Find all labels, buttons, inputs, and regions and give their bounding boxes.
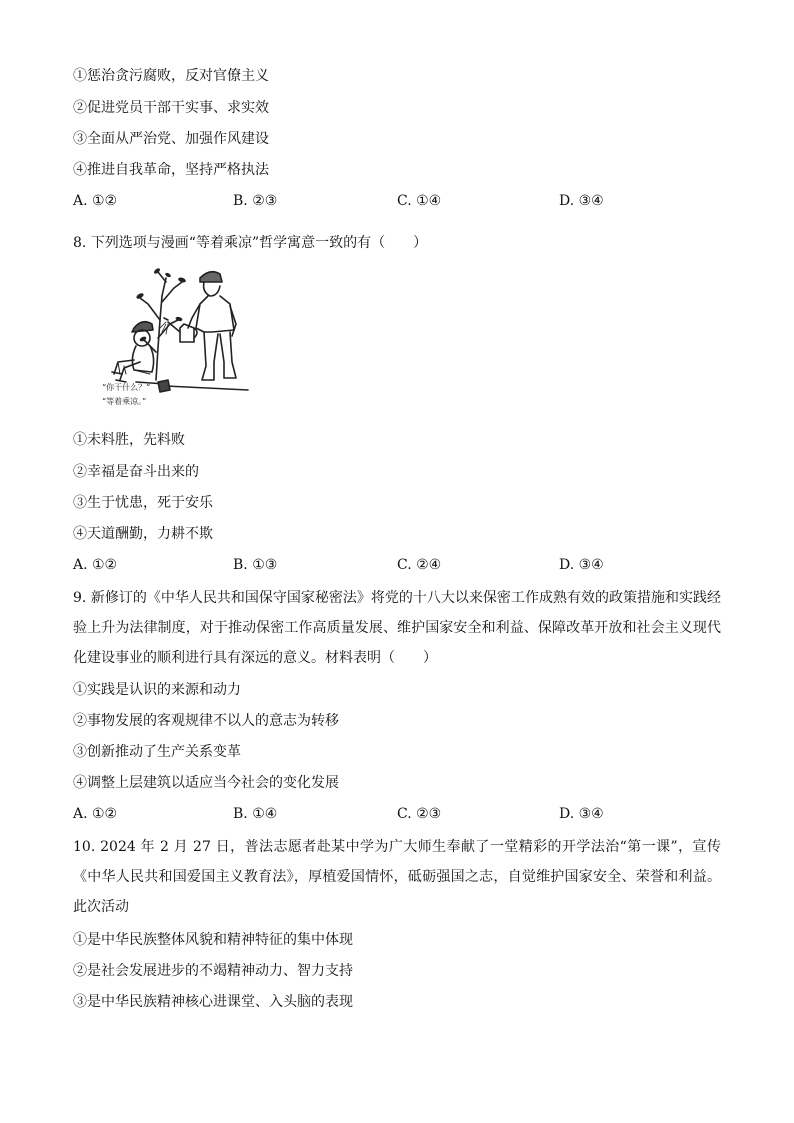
sapling-trunk bbox=[156, 278, 166, 380]
q10-statement-3: ③是中华民族精神核心进课堂、入头脑的表现 bbox=[73, 994, 353, 1010]
q8-options bbox=[73, 555, 773, 575]
q10-stem: 10. 2024 年 2 月 27 日，普法志愿者赴某中学为广大师生奉献了一堂精彩的开学法治“第一课”，宣传《中华人民共和国爱国主义教育法》，厚植爱国情怀，砥砺强国之志，自觉维护国家安全、荣誉和利益。此次活动 bbox=[73, 839, 721, 915]
q7-option-b: B. ②③ bbox=[233, 193, 278, 209]
q9-stem: 9. 新修订的《中华人民共和国保守国家秘密法》将党的十八大以来保密工作成熟有效的政策措施和实践经验上升为法律制度，对于推动保密工作高质量发展、维护国家安全和利益、保障改革开放和社会主义现代化建设事业的顺利进行具有深远的意义。材料表明（ ） bbox=[73, 590, 721, 666]
q7-statement-2: ②促进党员干部干实事、求实效 bbox=[73, 100, 269, 116]
standing-man bbox=[160, 272, 236, 380]
q8-statement-2: ②幸福是奋斗出来的 bbox=[73, 464, 199, 480]
q8-option-a: A. ①② bbox=[73, 557, 118, 573]
q7-option-c: C. ①④ bbox=[397, 193, 442, 209]
q7-options bbox=[73, 191, 773, 211]
q9-option-a: A. ①② bbox=[73, 806, 118, 822]
sitting-man bbox=[112, 322, 154, 382]
q8-option-b: B. ①③ bbox=[233, 557, 278, 573]
q9-options bbox=[73, 804, 773, 824]
cartoon-caption-2: “等着乘凉。” bbox=[102, 397, 147, 406]
q9-option-d: D. ③④ bbox=[559, 806, 604, 822]
q9-option-c: C. ②③ bbox=[397, 806, 442, 822]
q8-cartoon-image bbox=[96, 262, 258, 410]
q8-stem: 8. 下列选项与漫画“等着乘凉”哲学寓意一致的有（ ） bbox=[73, 235, 428, 251]
shovel-blade bbox=[158, 380, 170, 392]
q8-statement-1: ①未料胜，先料败 bbox=[73, 432, 185, 448]
q8-option-c: C. ②④ bbox=[397, 557, 442, 573]
q10-statement-2: ②是社会发展进步的不竭精神动力、智力支持 bbox=[73, 963, 353, 979]
watering-can bbox=[180, 324, 194, 342]
q9-option-b: B. ①④ bbox=[233, 806, 278, 822]
q7-statement-1: ①惩治贪污腐败，反对官僚主义 bbox=[73, 68, 269, 84]
q10-statement-1: ①是中华民族整体风貌和精神特征的集中体现 bbox=[73, 932, 353, 948]
q9-statement-2: ②事物发展的客观规律不以人的意志为转移 bbox=[73, 713, 339, 729]
q9-statement-4: ④调整上层建筑以适应当今社会的变化发展 bbox=[73, 775, 339, 791]
q8-statement-3: ③生于忧患，死于安乐 bbox=[73, 495, 213, 511]
q8-option-d: D. ③④ bbox=[559, 557, 604, 573]
q7-option-a: A. ①② bbox=[73, 193, 118, 209]
q9-statement-1: ①实践是认识的来源和动力 bbox=[73, 682, 241, 698]
shovel-handle bbox=[166, 386, 248, 390]
q7-statement-3: ③全面从严治党、加强作风建设 bbox=[73, 131, 269, 147]
cartoon-caption-1: “你干什么？” bbox=[102, 383, 151, 392]
q7-option-d: D. ③④ bbox=[559, 193, 604, 209]
q9-statement-3: ③创新推动了生产关系变革 bbox=[73, 744, 241, 760]
q7-statement-4: ④推进自我革命，坚持严格执法 bbox=[73, 162, 269, 178]
q8-statement-4: ④天道酬勤，力耕不欺 bbox=[73, 526, 213, 542]
